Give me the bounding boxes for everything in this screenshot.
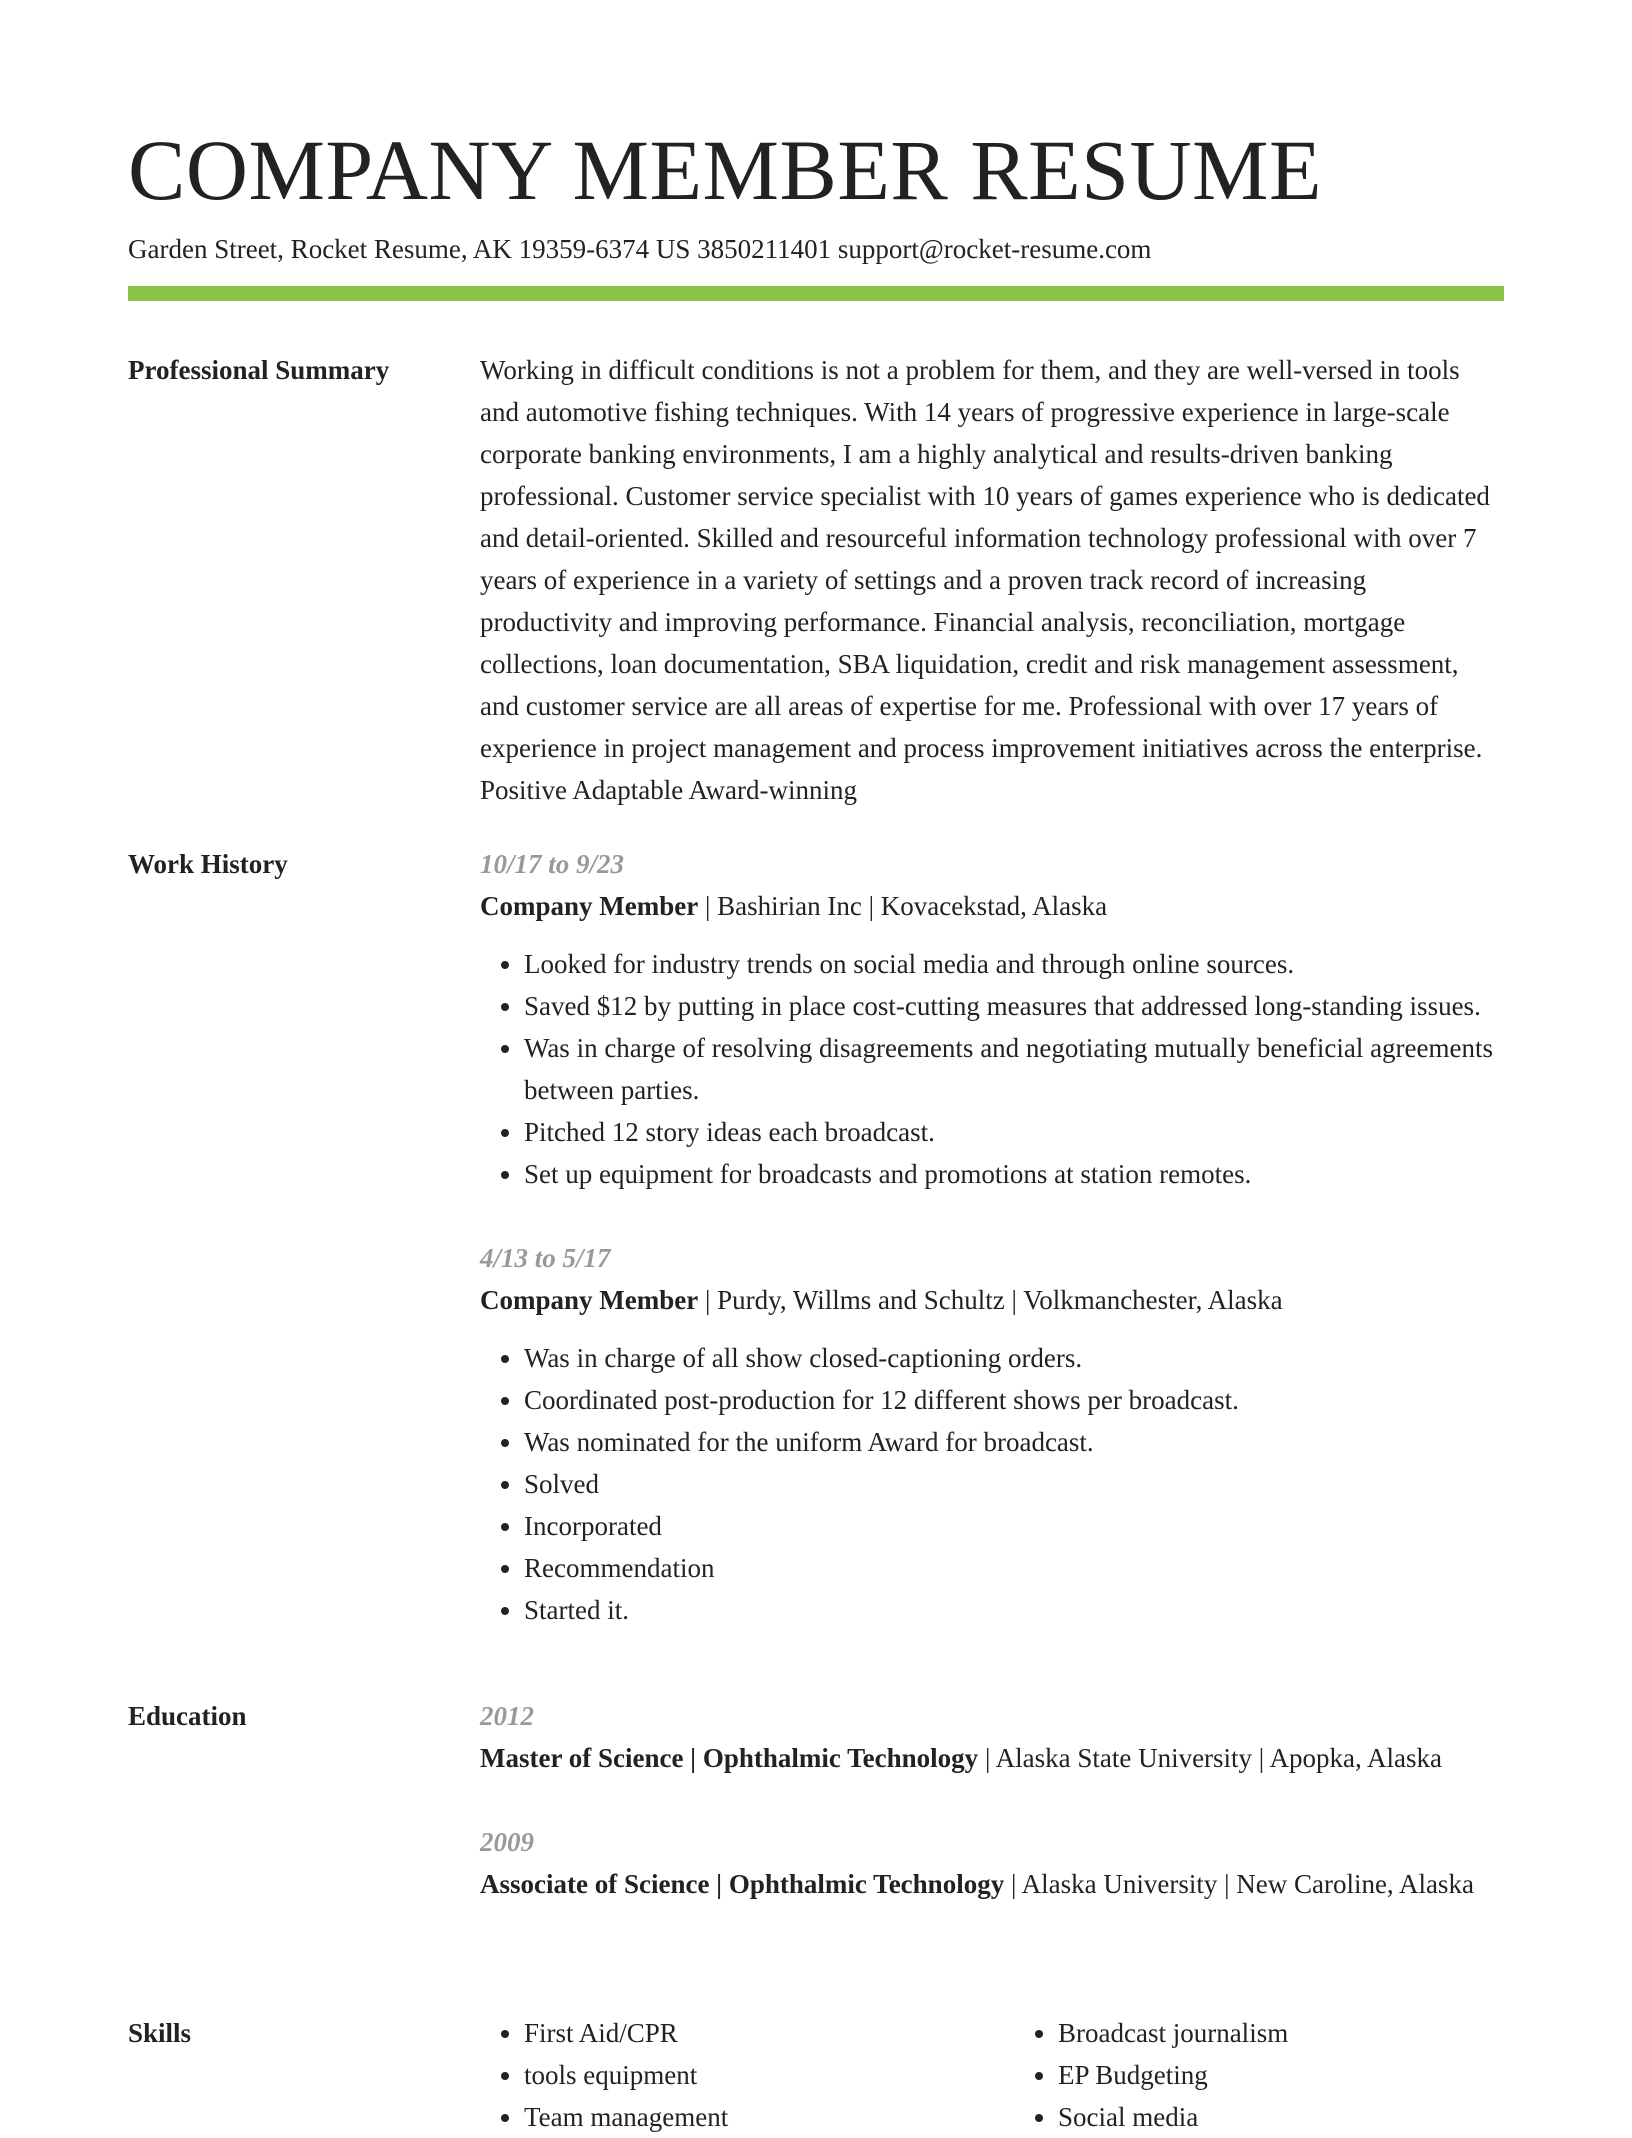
job-dates: 10/17 to 9/23	[480, 849, 625, 879]
skills-list-right	[1014, 2012, 1504, 2138]
job-entry	[480, 1237, 1504, 1631]
education-year: 2009	[480, 1827, 534, 1857]
education-line	[480, 1863, 1504, 1905]
job-title: Company Member	[480, 891, 699, 921]
skills-label: Skills	[128, 2018, 192, 2048]
job-title: Company Member	[480, 1285, 699, 1315]
work-history-section	[480, 843, 1504, 1631]
resume-title: COMPANY MEMBER RESUME	[128, 122, 1323, 218]
job-duty: • Incorporated	[524, 1505, 1504, 1547]
contact-line: Garden Street, Rocket Resume, AK 19359-6374 US 3850211401 support@rocket-resume.com	[128, 234, 1152, 264]
summary-text: Working in difficult conditions is not a problem for them, and they are well-versed in tools and automotive fishing techniques. With 14 years of progressive experience in large-scale corporate banking environments, I am a highly analytical and results-driven banking professional. Customer service specialist with 10 years of games experience who is dedicated and detail-oriented. Skilled and resourceful information technology professional with over 7 years of experience in a variety of settings and a proven track record of increasing productivity and improving performance. Financial analysis, reconciliation, mortgage collections, loan documentation, SBA liquidation, credit and risk management assessment, and customer service are all areas of expertise for me. Professional with over 17 years of experience in project management and process improvement initiatives across the enterprise. Positive Adaptable Award-winning	[480, 355, 1490, 805]
education-degree: Master of Science | Ophthalmic Technology	[480, 1743, 979, 1773]
skill-item: • Social media	[1058, 2096, 1504, 2138]
education-entry	[480, 1821, 1504, 1905]
education-school-location: | Alaska University | New Caroline, Alaska	[1004, 1869, 1474, 1899]
job-role-line	[480, 1279, 1504, 1321]
job-duty: • Pitched 12 story ideas each broadcast.	[524, 1111, 1504, 1153]
job-entry	[480, 843, 1504, 1195]
job-duties-list	[480, 943, 1504, 1195]
education-label: Education	[128, 1701, 247, 1731]
job-dates: 4/13 to 5/17	[480, 1243, 611, 1273]
job-duty: • Was in charge of resolving disagreements and negotiating mutually beneficial agreements between parties.	[524, 1027, 1504, 1111]
education-line	[480, 1737, 1504, 1779]
skill-item: • Broadcast journalism	[1058, 2012, 1504, 2054]
skill-item: • Team management	[524, 2096, 970, 2138]
job-duty: • Solved	[524, 1463, 1504, 1505]
job-company-location: | Bashirian Inc | Kovacekstad, Alaska	[698, 891, 1108, 921]
education-school-location: | Alaska State University | Apopka, Alaska	[978, 1743, 1442, 1773]
skills-list-left	[480, 2012, 970, 2138]
job-duty: • Looked for industry trends on social media and through online sources.	[524, 943, 1504, 985]
job-role-line	[480, 885, 1504, 927]
skills-columns	[480, 2012, 1504, 2138]
skills-section	[480, 2012, 1504, 2138]
work-history-label: Work History	[128, 849, 288, 879]
job-duty: • Saved $12 by putting in place cost-cutting measures that addressed long-standing issues.	[524, 985, 1504, 1027]
education-year: 2012	[480, 1701, 534, 1731]
skill-item: • First Aid/CPR	[524, 2012, 970, 2054]
job-duty: • Recommendation	[524, 1547, 1504, 1589]
job-duty: • Started it.	[524, 1589, 1504, 1631]
education-entry	[480, 1695, 1504, 1779]
job-duties-list	[480, 1337, 1504, 1631]
skill-item: • tools equipment	[524, 2054, 970, 2096]
job-duty: • Was in charge of all show closed-captioning orders.	[524, 1337, 1504, 1379]
job-duty: • Set up equipment for broadcasts and promotions at station remotes.	[524, 1153, 1504, 1195]
education-section	[480, 1695, 1504, 1905]
education-degree: Associate of Science | Ophthalmic Technology	[480, 1869, 1005, 1899]
header-divider	[128, 286, 1504, 301]
summary-label: Professional Summary	[128, 355, 390, 385]
job-company-location: | Purdy, Willms and Schultz | Volkmanchester, Alaska	[698, 1285, 1283, 1315]
job-duty: • Was nominated for the uniform Award for broadcast.	[524, 1421, 1504, 1463]
summary-section	[480, 349, 1504, 811]
skill-item: • EP Budgeting	[1058, 2054, 1504, 2096]
job-duty: • Coordinated post-production for 12 different shows per broadcast.	[524, 1379, 1504, 1421]
